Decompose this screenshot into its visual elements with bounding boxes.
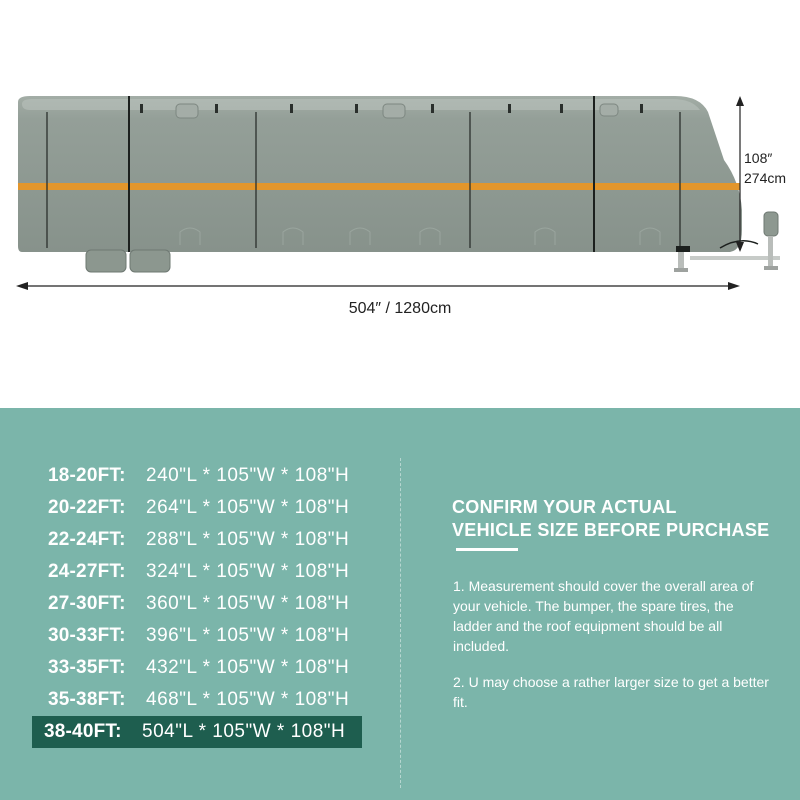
rv-cover-body [18, 96, 742, 252]
size-label: 27-30FT: [48, 593, 126, 614]
roof-vent-3 [600, 104, 618, 116]
notice-title [452, 496, 782, 542]
size-dimensions: 324"L * 105"W * 108"H [146, 561, 350, 582]
size-dimensions: 240"L * 105"W * 108"H [146, 465, 350, 486]
size-label: 18-20FT: [48, 465, 126, 486]
size-row [36, 620, 366, 652]
size-row-highlighted [32, 716, 362, 748]
size-dimensions: 468"L * 105"W * 108"H [146, 689, 350, 710]
size-dimensions: 504"L * 105"W * 108"H [142, 721, 346, 742]
size-row [36, 556, 366, 588]
note-2: 2. U may choose a rather larger size to get a better fit. [453, 674, 769, 710]
size-dimensions: 288"L * 105"W * 108"H [146, 529, 350, 550]
size-label: 24-27FT: [48, 561, 126, 582]
size-row [36, 492, 366, 524]
size-dimensions: 264"L * 105"W * 108"H [146, 497, 350, 518]
size-dimensions: 360"L * 105"W * 108"H [146, 593, 350, 614]
size-label: 35-38FT: [48, 689, 126, 710]
title-underline [456, 548, 518, 551]
height-label-inches: 108″ [744, 150, 773, 166]
size-label: 33-35FT: [48, 657, 126, 678]
size-dimensions: 432"L * 105"W * 108"H [146, 657, 350, 678]
size-label: 38-40FT: [44, 721, 122, 742]
size-row [36, 460, 366, 492]
size-row [36, 652, 366, 684]
wheel-cover-1 [86, 250, 126, 272]
reflective-stripe [18, 183, 740, 190]
size-label: 30-33FT: [48, 625, 126, 646]
notice-title-line-1: CONFIRM YOUR ACTUAL [452, 497, 677, 517]
size-dimensions: 396"L * 105"W * 108"H [146, 625, 350, 646]
roof-vent-1 [176, 104, 198, 118]
size-row [36, 524, 366, 556]
size-label: 22-24FT: [48, 529, 126, 550]
rv-cover-roof [22, 99, 700, 110]
note-1: 1. Measurement should cover the overall area of your vehicle. The bumper, the spare tires, the ladder and the roof equipment should be all included. [453, 578, 754, 654]
height-label-cm: 274cm [744, 170, 787, 186]
notice-title-line-2: VEHICLE SIZE BEFORE PURCHASE [452, 520, 770, 540]
length-label: 504″ / 1280cm [348, 300, 452, 317]
size-row [36, 588, 366, 620]
length-arrow [16, 282, 740, 290]
roof-vent-2 [383, 104, 405, 118]
panel-divider [400, 458, 401, 788]
wheel-cover-2 [130, 250, 170, 272]
size-row [36, 684, 366, 716]
size-list [36, 460, 366, 748]
size-chart-panel [0, 408, 800, 800]
size-label: 20-22FT: [48, 497, 126, 518]
